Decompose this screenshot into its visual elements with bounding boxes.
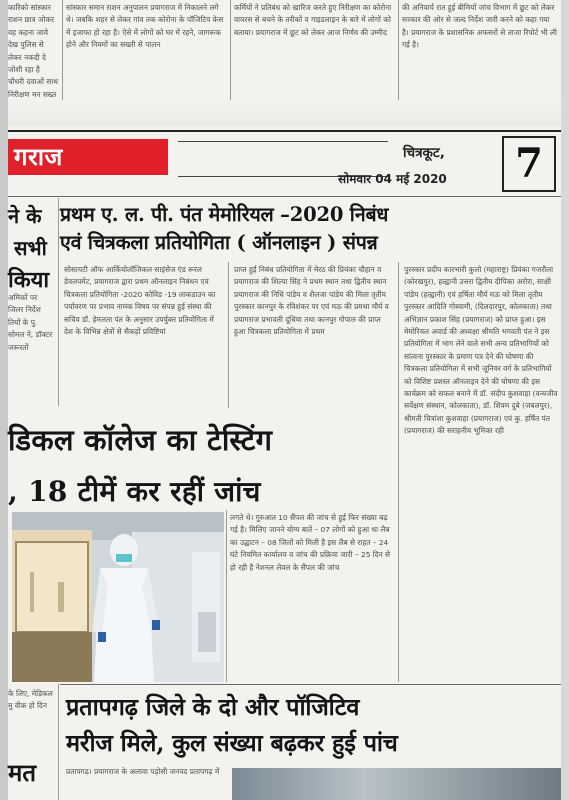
column-rule	[226, 510, 227, 682]
dateline-date: सोमवार 04 मई 2020	[338, 172, 447, 186]
left-headline-fragment: किया	[8, 267, 50, 293]
newspaper-page	[8, 0, 561, 800]
story3-headline-line2: मरीज मिले, कुल संख्या बढ़कर हुई पांच	[66, 729, 398, 757]
left-headline-fragment: ने के	[8, 204, 42, 228]
column-rule	[398, 262, 399, 682]
left-headline-fragment: मत	[8, 758, 37, 787]
column-rule	[230, 0, 231, 104]
top-col1: कारिको सांस्कार राशन छात्र जोकर वह कहना जाये देख पुलिस से लेकर नकदी दे जोशी रहा है चौधरी दवाओं साथ निरीक्षण मन सख्त	[8, 3, 58, 99]
page-number: 7	[515, 140, 543, 187]
header-rule	[8, 130, 561, 132]
left-column-text: के लिए, मेडिकल मु वीक हो दिन	[8, 689, 53, 711]
story2-headline-line1: डिकल कॉलेज का टेस्टिंग	[8, 423, 273, 457]
story1-col3: पुरस्कार प्रदीप कारभारी कुलो (महाराष्ट्र) प्रियंका गजरौला (कोरखपुर), हल्द्वानी उत्तरा द्वितीय दीपिका अरोरा, साक्षी पांडेय (हल्द्वानी) एवं हर्षिता मौर्य मऊ को मिला तृतीय पुरस्कार आदिति गोस्वामी, (दिलदारपुर, कोलकाता) तथा अभिज्ञान प्रकाश सिंह (प्रयागराज) को प्राप्त हुआ। इस मेमोरियल अवार्ड की अध्यक्षा श्रीमति भगवती पंत ने इस प्रतियोगिता में भाग लेने वाले सभी अन्य प्रतिभागियों को सांत्वना पुरस्कार के प्रमाण पत्र देने की घोषणा की चित्रकला प्रतियोगिता में सभी जूनियर वर्ग के प्रतिभागियों को विशिष्ट प्रशस्त ऑनलाइन देने की घोषणा की इस कार्यक्रम को सफल बनाने में डॉ. संदीप कुशवाहा (वन्यजीव सर्वेक्षण संस्थान, कोलकाता), डॉ. शिवम दुबे (जबलपुर), श्रीमती चित्रांशा कुशवाहा (प्रयागराज) एवं कु. हर्षित पंत (प्रयागराज) की सराहनीय भूमिका रही	[404, 265, 558, 436]
page-gutter-right	[561, 0, 569, 800]
story3-photo	[232, 768, 561, 800]
story1-headline-line2: एवं चित्रकला प्रतियोगिता ( ऑनलाइन ) संपन्न	[60, 231, 378, 254]
story1-headline-line1: प्रथम ए. ल. पी. पंत मेमोरियल –2020 निबंध	[60, 203, 389, 226]
story3-body: प्रतापगढ़। प्रयागराज के अलावा पड़ोसी जनपद प्रतापगढ़ में	[66, 767, 220, 776]
column-rule	[58, 684, 59, 800]
story1-col2: प्राप्त हुईं निबंध प्रतियोगिता में मेरठ की प्रियंका चौहान व प्रयागराज की शिल्पा सिंह ने प्रथम स्थान तथा द्वितीय स्थान प्रयागराज की निधि पांडेय व शैलजा पांडेय की मिला तृतीय पुरस्कार कानपुर के रविशंकर पर एवं मऊ की प्रमथा मौर्य व प्रयागराज प्रभावती दूधिया तथा कानपुर गोपाल की प्राप्त हुआ चित्रकला प्रतियोगिता में प्रथम	[234, 265, 389, 337]
top-strip	[8, 0, 561, 112]
top-col3: कर्मियों ने प्रतिबंध को खारिज करते हुए निरीक्षण का कोरोना वायरस से बचने के तरीकों व गाइडलाइन के बारे में लोगों को बताया। प्रयागराज में छूट को लेकर आज निर्णय की उम्मीद	[234, 3, 392, 37]
column-rule	[62, 0, 63, 104]
column-rule	[58, 198, 59, 406]
lab-photo-illustration	[12, 512, 224, 682]
testing-lab-photo	[12, 512, 224, 682]
column-rule	[228, 262, 229, 408]
story2-body: लगते थे। गुरुआत 10 सैंपल की जांच से हुई फिर संख्या बढ़ गई है। मिलिए जानने योग्य बातें – 07 लोगों को हुआ था लैब का उद्घाटन – 08 जिलों को मिली है इस लैब से राहत – 24 घंटे नियमित कार्यालय व जांच की प्रक्रिया जारी – 25 दिन से हो रही है नेशनल लेवल के सैंपल की जांच	[230, 513, 391, 572]
column-rule	[398, 0, 399, 104]
header-bottom-rule	[8, 196, 561, 197]
story2-headline-line2: , 18 टीमें कर रहीं जांच	[8, 475, 261, 508]
section-rule	[60, 684, 561, 685]
left-column-text: अमिकों पर जिलर निर्देश तियों के पु. सोमल ने, डॉक्टर जरूरतों	[8, 293, 53, 352]
fold-shadow	[8, 100, 561, 126]
page-gutter-left	[0, 0, 8, 800]
dateline-city: चित्रकूट,	[403, 145, 445, 161]
top-col4: की अनिवार्य रात हुई बीमियों जांच विभाग में छूट को लेकर सरकार की ओर से जल्द निर्देश जारी करने को कहा गया है। प्रयागराज के प्रशासनिक अफसरों से ताजा रिपोर्ट भी ली गई है।	[402, 3, 557, 50]
left-headline-fragment: सभी	[14, 236, 47, 260]
top-col2: सांस्कार समान राशन अनुपालन प्रयागराज में निकालने लगे थे। जबकि शहर से लेकर गांव तक कोरोना के पॉजिटिव केस में इजाफा हो रहा है। ऐसे में लोगों को घर में रहने, जागरूक होने और नियमों का सख्ती से पालन	[66, 3, 224, 50]
story1-col1: सोसायटी ऑफ आर्कियोलॉजिकल साइंसेज एंड रूरल डेवलपमेंट, प्रयागराज द्वारा प्रथम ऑनलाइन निबंधन एवं चित्रकला प्रतियोगिता -2020 कोविड -19 लाकडाउन का पर्यावरण पर प्रभाव नामक विषय पर संपन्न हुई संस्था की सचिव डॉ. हेमलता पंत के अनुसार उपर्युक्त प्रतियोगिता में देश के विभिन्न क्षेत्रों से सैकड़ों प्रविष्टियां	[64, 265, 216, 337]
section-name: गराज	[14, 142, 63, 171]
story3-headline-line1: प्रतापगढ़ जिले के दो और पॉजिटिव	[66, 693, 360, 721]
